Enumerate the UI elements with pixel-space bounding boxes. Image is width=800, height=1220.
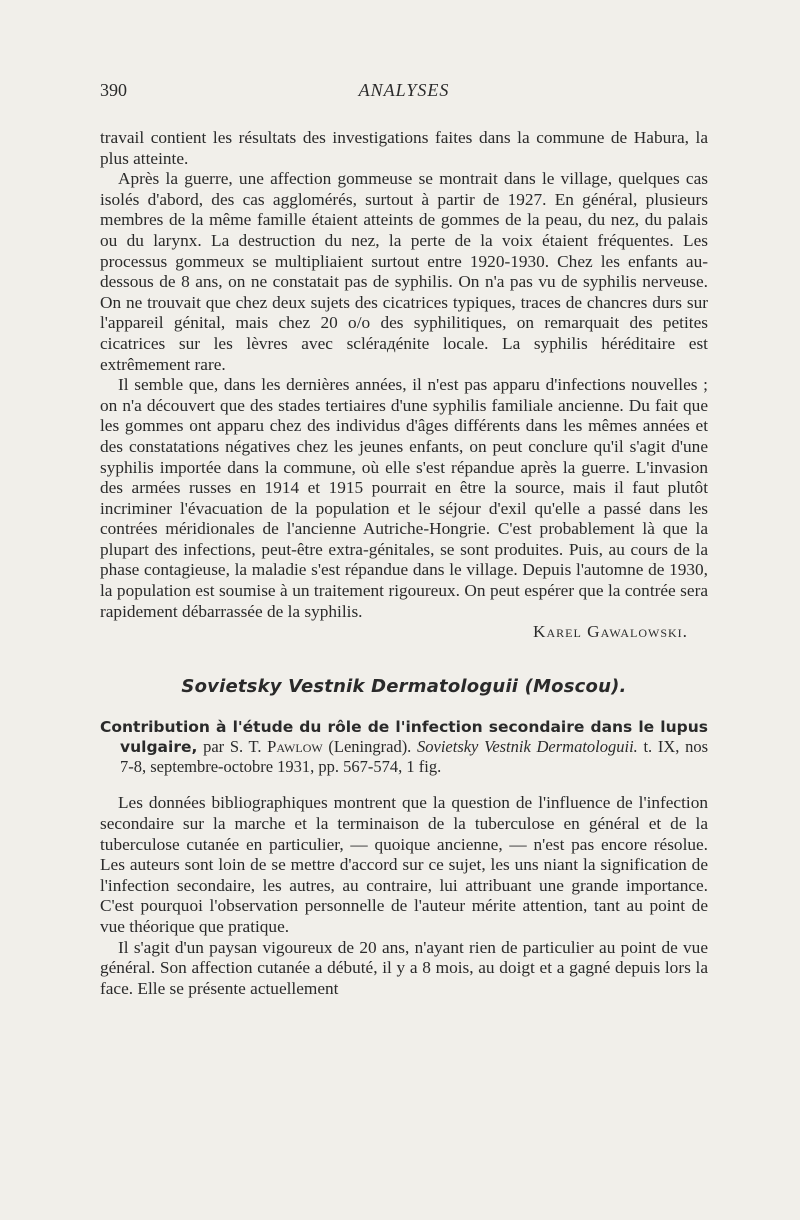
page-number: 390	[100, 80, 127, 100]
article-citation: t. IX, nos 7-8, septembre-octobre 1931, pp. 567-574, 1 fig.	[120, 737, 709, 777]
running-head: ANALYSES	[358, 80, 450, 100]
article-source: Sovietsky Vestnik Dermatologuii.	[417, 737, 638, 757]
author-signature: Karel Gawalowski.	[533, 622, 688, 642]
article-affiliation: (Leningrad).	[328, 737, 412, 757]
paragraph-continuation: travail contient les résultats des investigations faites dans la commune de Habura, la plus atteinte.	[100, 128, 708, 168]
journal-title: Sovietsky Vestnik Dermatologuii (Moscou).	[181, 675, 627, 697]
paragraph: Après la guerre, une affection gommeuse se montrait dans le village, quelques cas isolés d'abord, des cas agglomérés, surtout à partir de 1927. En général, plusieurs membres de la même famille étaient atteints de gommes de la peau, du nez, du palais ou du larynx. La destruction du nez, la perte de la voix étaient fréquentes. Les processus gommeux se multipliaient surtout entre 1920-1930. Chez les enfants au-dessous de 8 ans, on ne constatait pas de syphilis. On n'a pas vu de syphilis nerveuse. On ne trouvait que chez deux sujets des cicatrices typiques, traces de chancres durs sur l'appareil génital, mais chez 20 o/o des syphilitiques, on remarquait des petites cicatrices sur les lèvres avec sclérадénite locale. La syphilis héréditaire est extrêmement rare.	[100, 169, 708, 374]
page-header	[100, 80, 708, 104]
spacer	[100, 777, 708, 793]
paragraph: Les données bibliographiques montrent que la question de l'influence de l'infection secondaire sur la marche et la terminaison de la tuberculose en général et de la tuberculose cutanée en particulier, — quoique ancienne, — n'est pas encore résolue. Les auteurs sont loin de se mettre d'accord sur ce sujet, les uns niant la signification de l'infection secondaire, les autres, au contraire, lui attribuant une grande importance. C'est pourquoi l'observation personnelle de l'auteur mérite attention, tant au point de vue théorique que pratique.	[100, 793, 708, 936]
paragraph: Il s'agit d'un paysan vigoureux de 20 ans, n'ayant rien de particulier au point de vue général. Son affection cutanée a débuté, il y a 8 mois, au doigt et a gagné depuis lors la face. Elle se présente actuellement	[100, 937, 708, 998]
page-body	[100, 128, 708, 999]
article-by: par S. T.	[203, 737, 262, 757]
paragraph: Il semble que, dans les dernières années, il n'est pas apparu d'infections nouvelles ; on n'a découvert que des stades tertiaires d'une syphilis familiale ancienne. Du fait que les gommes ont apparu chez des individus d'âges différents dans les mêmes années et des constatations négatives chez les jeunes enfants, on peut conclure qu'il s'agit d'une syphilis importée dans la commune, où elle s'est répandue après la guerre. L'invasion des armées russes en 1914 et 1915 pourrait en être la source, mais il faut plutôt incriminer l'évacuation de la population et le séjour d'exil qu'elle a passé dans les contrées méridionales de l'ancienne Autriche-Hongrie. C'est probablement là que la plupart des infections, peut-être extra-génitales, se sont produites. Puis, au cours de la phase contagieuse, la maladie s'est répandue dans le village. Depuis l'automne de 1930, la population est soumise à un traitement rigoureux. On peut espérer que la contrée sera rapidement débarrassée de la syphilis.	[100, 375, 708, 621]
article-author: Pawlow	[267, 737, 323, 757]
article-title: Contribution à l'étude du rôle de l'infection secondaire dans le lupus vulgaire,	[100, 718, 708, 757]
article-heading	[100, 717, 708, 777]
